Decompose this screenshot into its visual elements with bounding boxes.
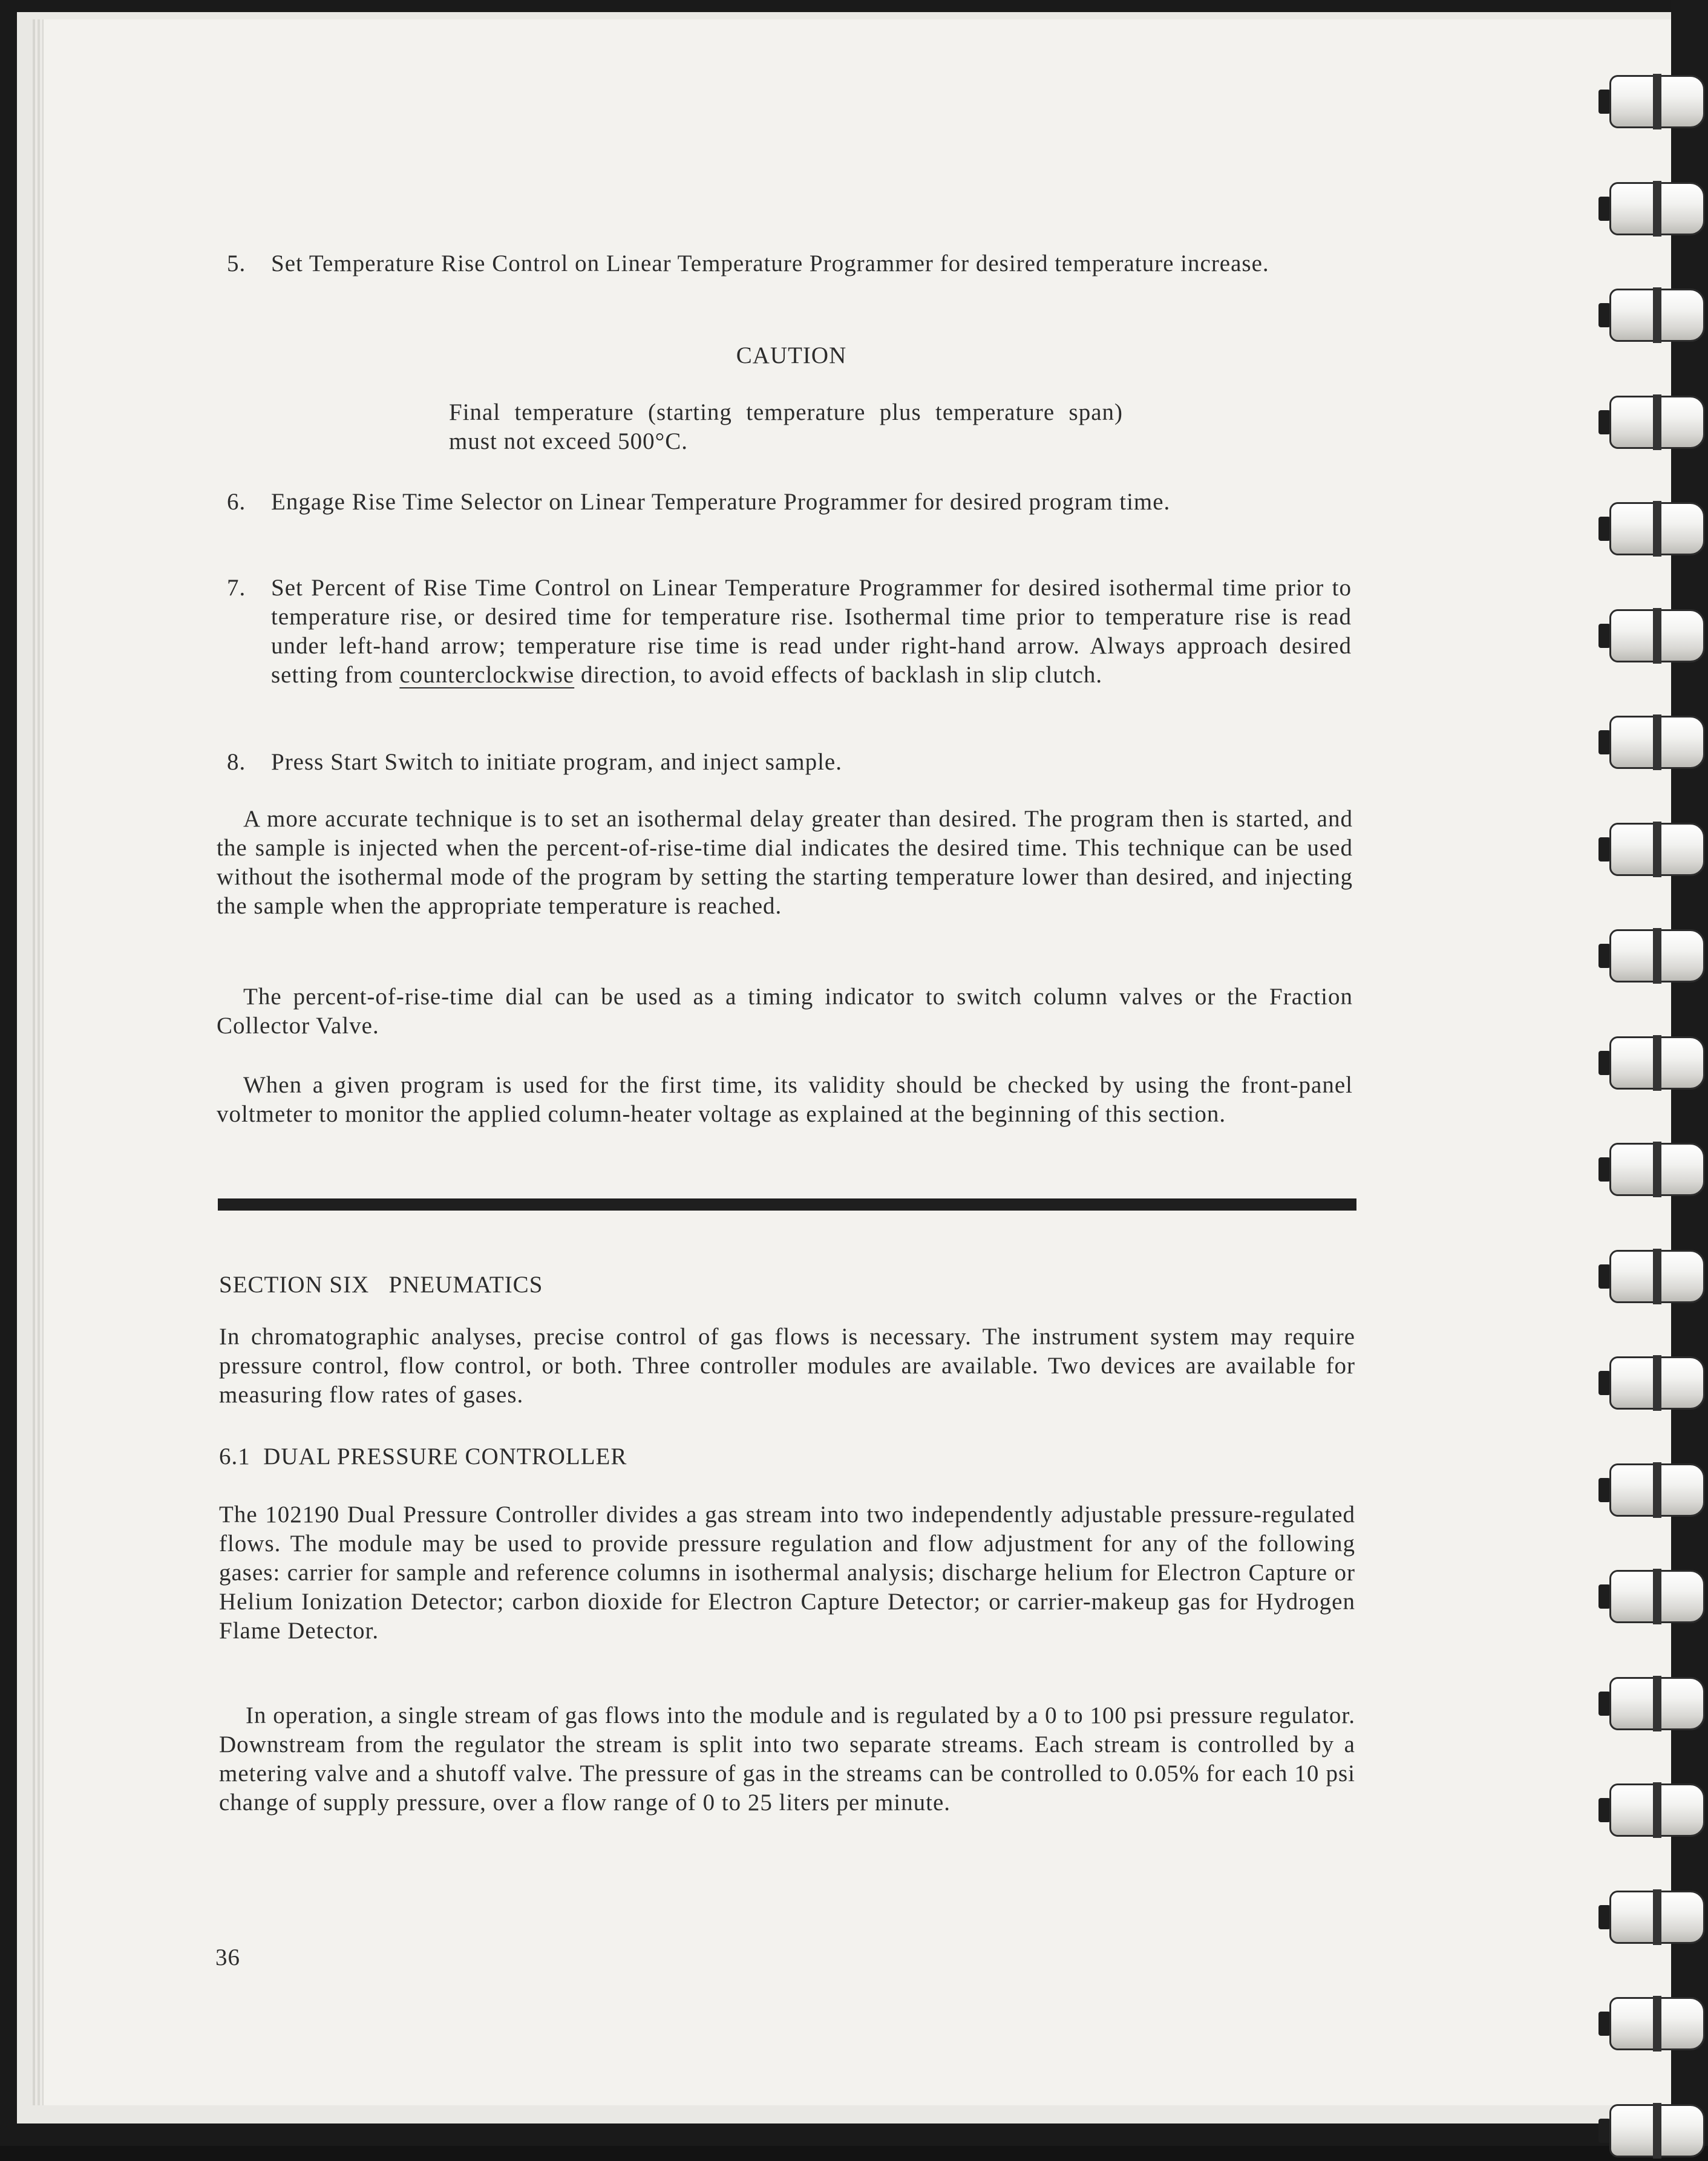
body-paragraph: When a given program is used for the first time, its validity should be checked by using the front-panel voltmeter to monitor the applied column-heater voltage as explained at the beginning of this section. [217,1072,1353,1127]
subsection-heading: 6.1 DUAL PRESSURE CONTROLLER [219,1443,627,1470]
body-paragraph: The percent-of-rise-time dial can be used as a timing indicator to switch column valves or the Fraction Collector Valve. [217,984,1353,1039]
section-divider [218,1198,1356,1211]
list-item-number: 8. [227,749,246,775]
section-heading: SECTION SIX PNEUMATICS [219,1272,543,1298]
section-intro: In chromatographic analyses, precise control of gas flows is necessary. The instrument system may require pressure control, flow control, or both. Three controller modules are available. Two devices are available for measuring flow rates of gases. [219,1324,1355,1408]
body-paragraph: A more accurate technique is to set an isothermal delay greater than desired. The program then is started, and the sample is injected when the percent-of-rise-time dial indicates the desired time. This technique can be used without the isothermal mode of the program by setting the starting temperature lower than desired, and injecting the sample when the appropriate temperature is reached. [217,806,1353,919]
list-item-text: Set Temperature Rise Control on Linear Temperature Programmer for desired temperature increase. [271,250,1269,276]
page-number: 36 [215,1944,240,1970]
list-item-text-part: direction, to avoid effects of backlash in slip clutch. [574,662,1103,688]
caution-text: Final temperature (starting temperature plus temperature span) must not exceed 500°C. [449,399,1123,454]
subsection-paragraph: The 102190 Dual Pressure Controller divides a gas stream into two independently adjustable pressure-regulated flows. The module may be used to provide pressure regulation and flow adjustment for any of the following gases: carrier for sample and reference columns in isothermal analysis; discharge helium for Electron Capture or Helium Ionization Detector; carbon dioxide for Electron Capture Detector; or carrier-makeup gas for Hydrogen Flame Detector. [219,1502,1355,1644]
caution-title: CAUTION [736,342,847,368]
underlined-word: counterclockwise [399,662,575,688]
list-item-text: Press Start Switch to initiate program, and inject sample. [271,749,842,775]
list-item-number: 5. [227,250,246,276]
list-item-text-part: Set Percent of Rise Time Control on Linear Temperature Programmer for desired isothermal time prior to temperature rise, or desired time for temperature rise. Isothermal time prior to temperature rise is read under left-hand arrow; temperature rise time is read under right-hand arrow. Always approach desired setting from [271,575,1352,688]
subsection-paragraph: In operation, a single stream of gas flows into the module and is regulated by a 0 to 100 psi pressure regulator. Downstream from the regulator the stream is split into two separate streams. Each stream is controlled by a metering valve and a shutoff valve. The pressure of gas in the streams can be controlled to 0.05% for each 10 psi change of supply pressure, over a flow range of 0 to 25 liters per minute. [219,1702,1356,1816]
list-item-number: 7. [227,575,246,601]
list-item-number: 6. [227,489,246,515]
list-item-text [271,574,1352,690]
list-item-text: Engage Rise Time Selector on Linear Temperature Programmer for desired program time. [271,489,1171,515]
